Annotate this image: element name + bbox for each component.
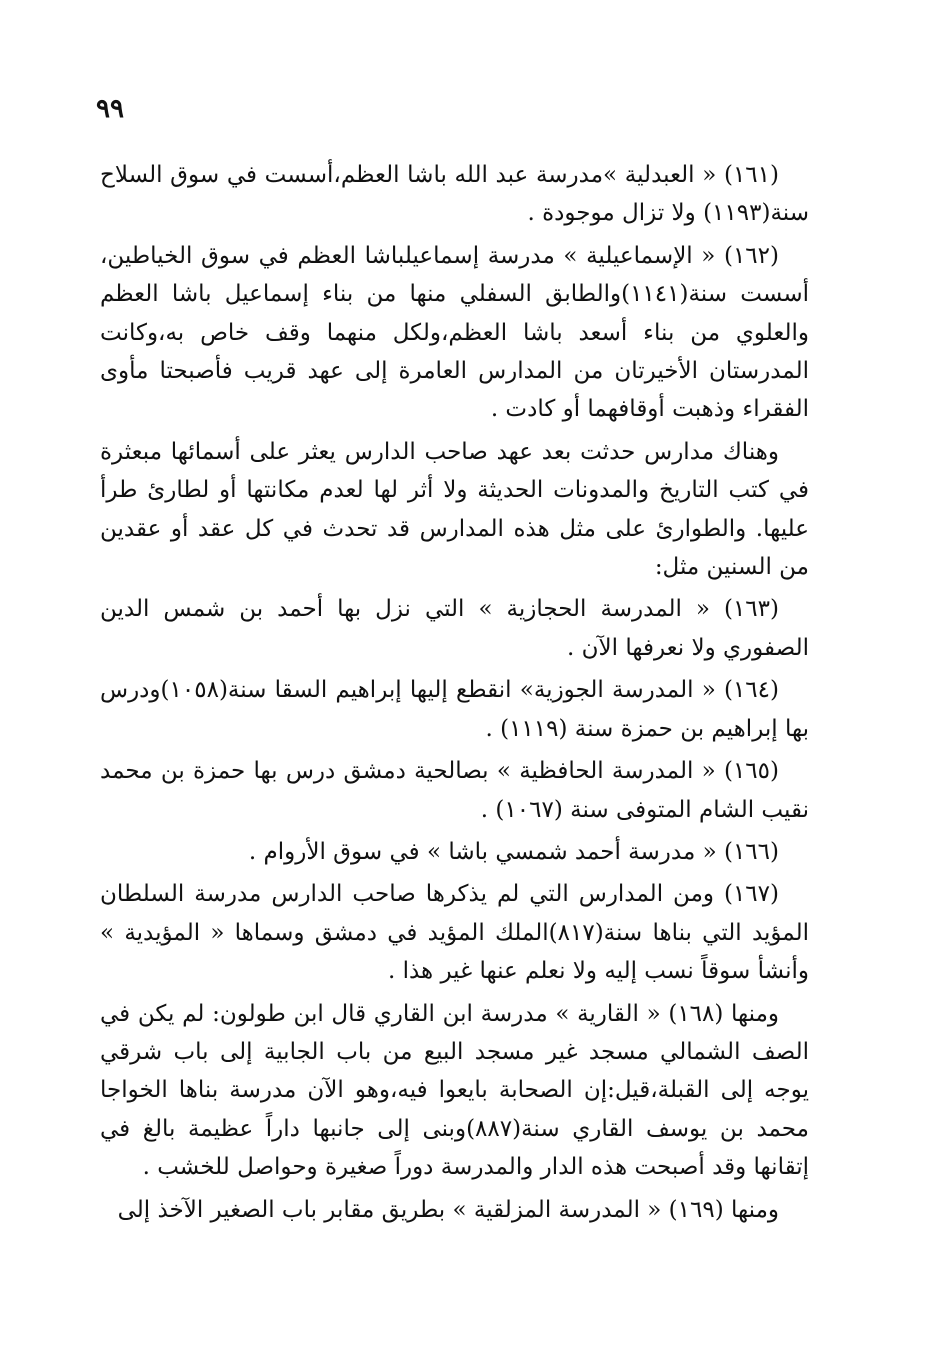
paragraph-168: ومنها (١٦٨) « القارية » مدرسة ابن القاري قال ابن طولون: لم يكن في الصف الشمالي مسجد غير مسجد البيع من باب الجابية إلى باب شرقي يوجه إلى القبلة،قيل:إن الصحابة بايعوا فيه،وهو الآن مدرسة بناها الخواجا محمد بن يوسف القاري سنة(٨٨٧)وبنى إلى جانبها داراً عظيمة بالغ في إتقانها وقد أصبحت هذه الدار والمدرسة دوراً صغيرة وحواصل للخشب . — [100, 1000, 809, 1181]
page-number: ٩٩ — [96, 94, 124, 124]
paragraph-164: (١٦٤) « المدرسة الجوزية» انقطع إليها إبراهيم السقا سنة(١٠٥٨)ودرس بها إبراهيم بن حمزة سنة (١١١٩) . — [100, 677, 809, 742]
paragraph-162: (١٦٢) « الإسماعيلية » مدرسة إسماعيلباشا العظم في سوق الخياطين، أسست سنة(١١٤١)والطابق السفلي منها من بناء إسماعيل باشا العظم والعلوي من بناء أسعد باشا العظم،ولكل منهما وقف خاص به،وكانت المدرستان الأخيرتان من المدارس العامرة إلى عهد قريب فأصبحتا مأوى الفقراء وذهبت أوقافهما أو كادت . — [100, 242, 809, 423]
paragraph-other-schools: وهناك مدارس حدثت بعد عهد صاحب الدارس يعثر على أسمائها مبعثرة في كتب التاريخ والمدونات الحديثة ولا أثر لها لعدم مكانتها أو لطارئ طرأ عليها. والطوارئ على مثل هذه المدارس قد تحدث في كل عقد أو عقدين من السنين مثل: — [100, 438, 809, 581]
paragraph-167: (١٦٧) ومن المدارس التي لم يذكرها صاحب الدارس مدرسة السلطان المؤيد التي بناها سنة(٨١٧)الملك المؤيد في دمشق وسماها « المؤيدية » وأنشأ سوقاً نسب إليه ولا نعلم عنها غير هذا . — [100, 881, 809, 985]
paragraph-161: (١٦١) « العبدلية »مدرسة عبد الله باشا العظم،أسست في سوق السلاح سنة(١١٩٣) ولا تزال موجودة . — [100, 162, 809, 227]
body-text — [100, 156, 809, 1233]
paragraph-166: (١٦٦) « مدرسة أحمد شمسي باشا » في سوق الأروام . — [248, 838, 779, 865]
paragraph-169: ومنها (١٦٩) « المدرسة المزلقية » بطريق مقابر باب الصغير الآخذ إلى — [117, 1196, 779, 1223]
paragraph-165: (١٦٥) « المدرسة الحافظية » بصالحية دمشق درس بها حمزة بن محمد نقيب الشام المتوفى سنة (١٠٦٧) . — [100, 758, 809, 823]
paragraph-163: (١٦٣) « المدرسة الحجازية » التي نزل بها أحمد بن شمس الدين الصفوري ولا نعرفها الآن . — [100, 596, 809, 661]
